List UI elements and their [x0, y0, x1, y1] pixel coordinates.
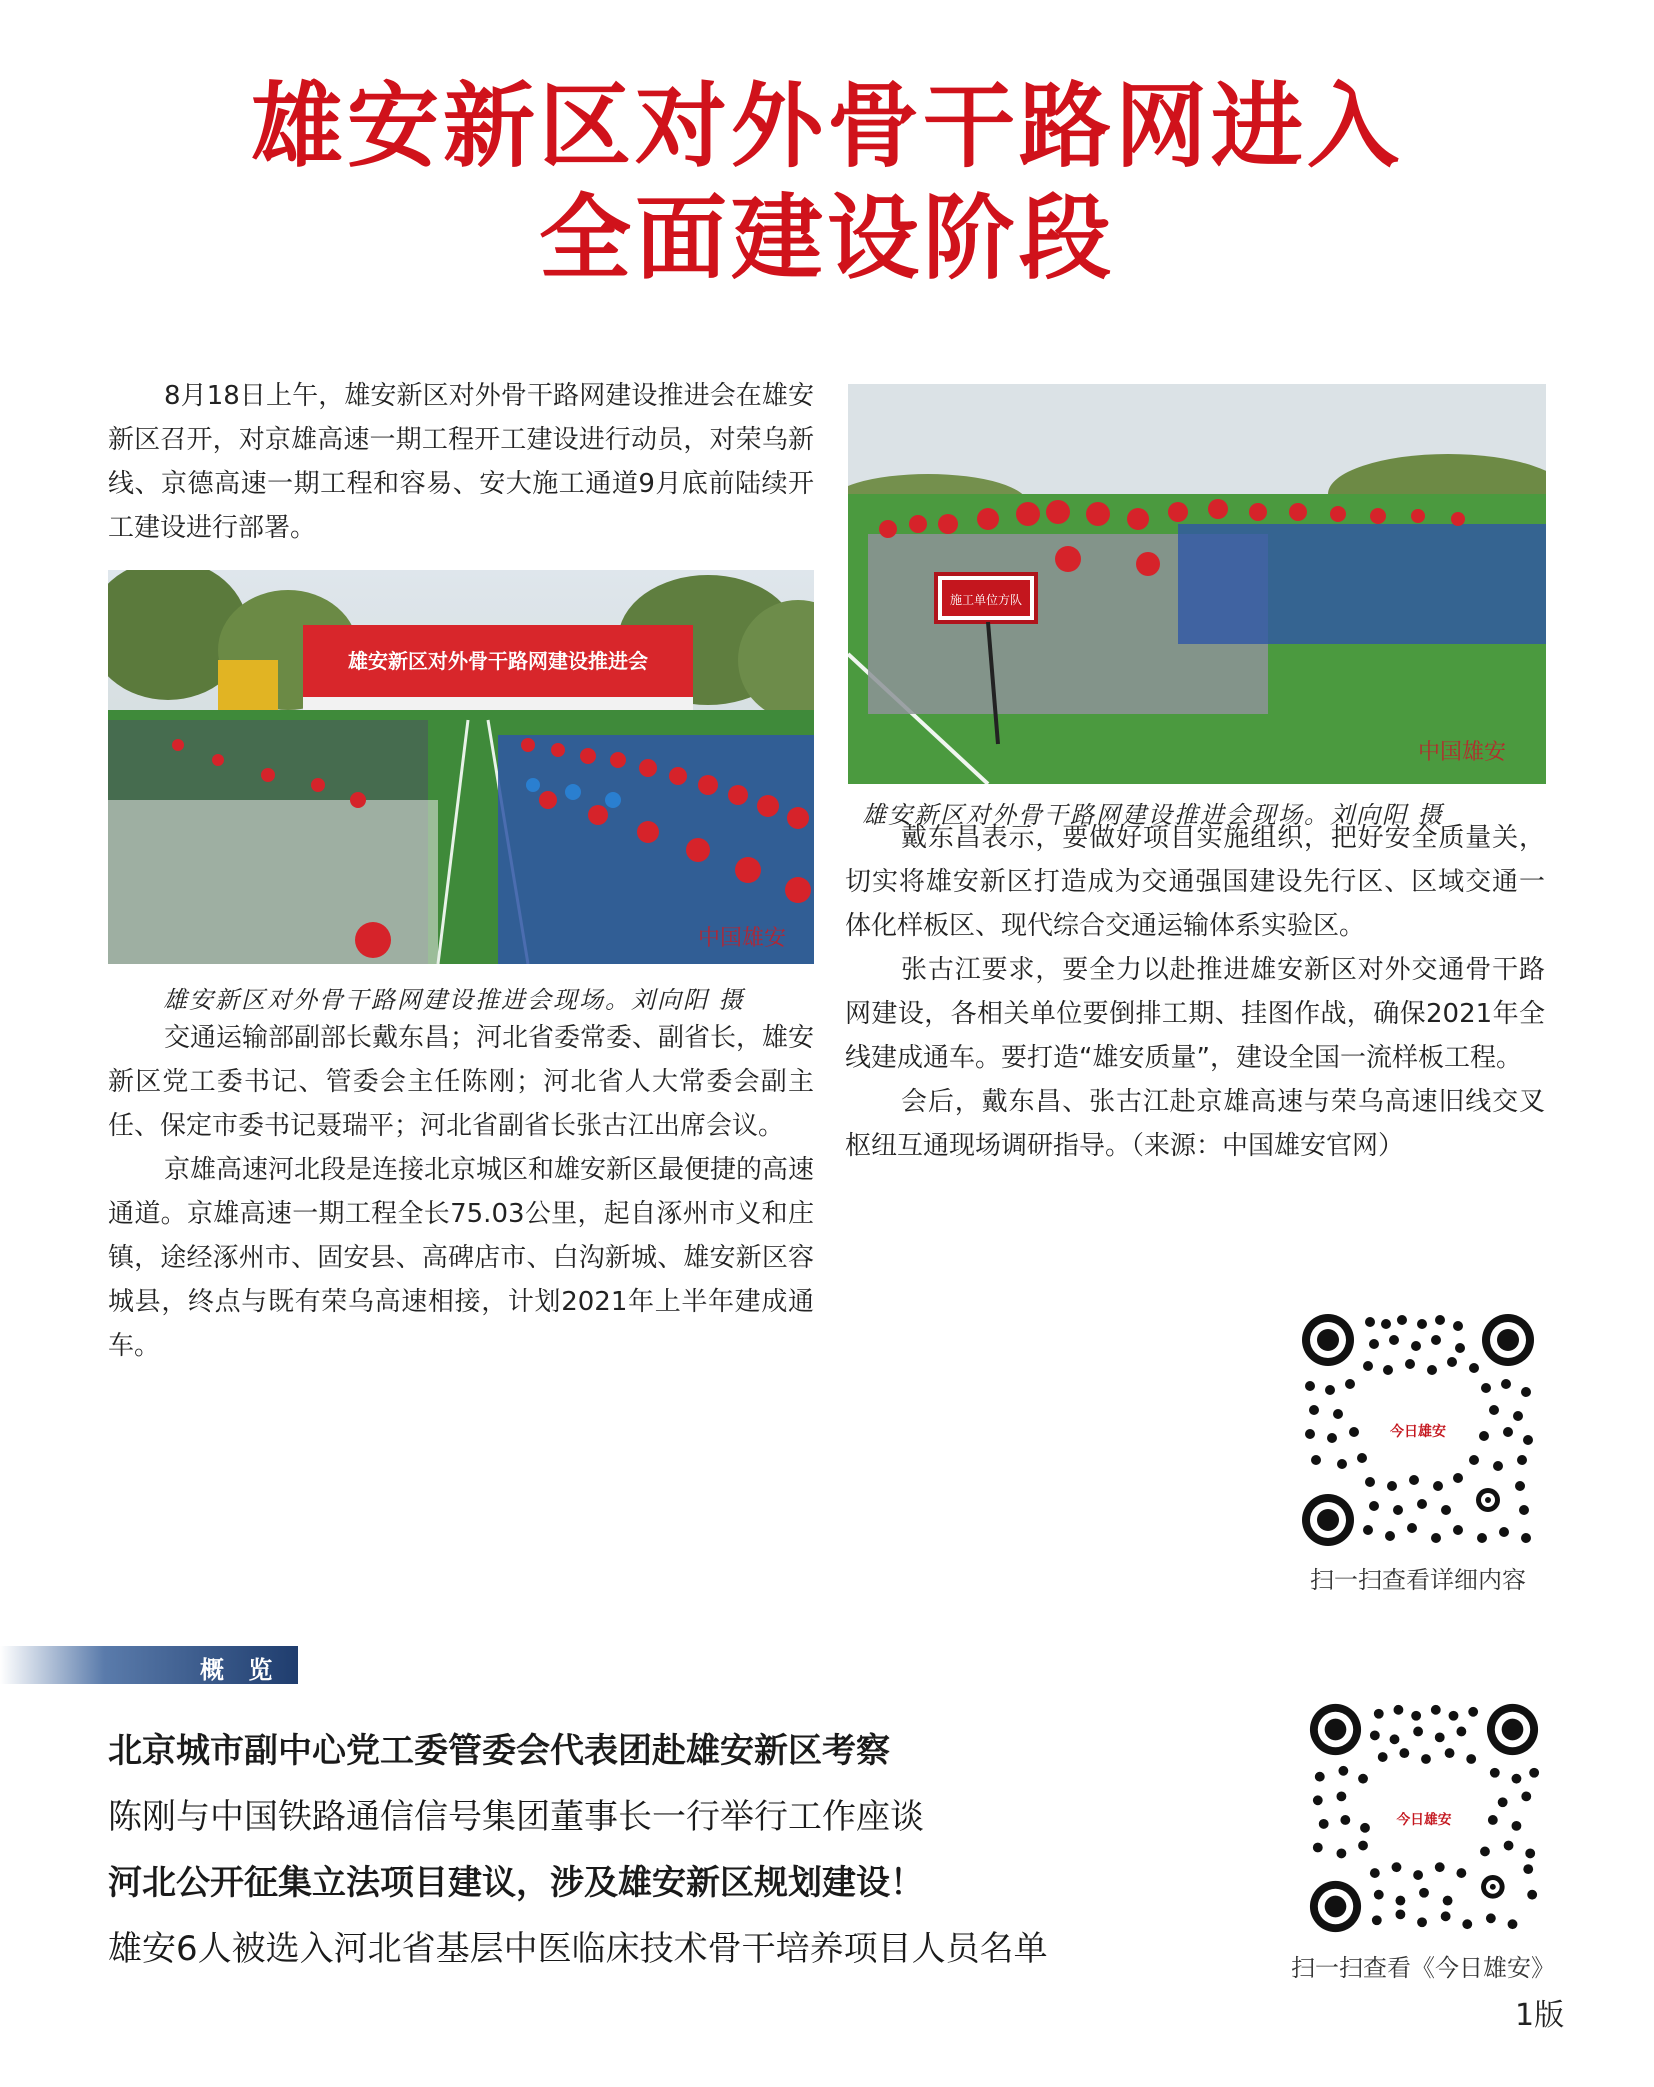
- photo-right-sign: 施工单位方队: [949, 593, 1023, 607]
- photo-left-caption: 雄安新区对外骨干路网建设推进会现场。刘向阳 摄: [163, 986, 745, 1014]
- qr-code-bottom[interactable]: [1306, 1700, 1542, 1940]
- headline: [0, 70, 1654, 294]
- overview-section-label: 概 览: [200, 1656, 281, 1684]
- photo-right: [848, 384, 1546, 784]
- article-paragraph: 京雄高速河北段是连接北京城区和雄安新区最便捷的高速通道。京雄高速一期工程全长75.03公里，起自涿州市义和庄镇，途经涿州市、固安县、高碑店市、白沟新城、雄安新区容城县，终点与既有荣乌高速相接，计划2021年上半年建成通车。: [108, 1155, 815, 1361]
- photo-left-watermark: 中国雄安: [698, 926, 787, 951]
- overview-section-bar: [0, 1646, 298, 1684]
- article-right-body: [845, 816, 1545, 1168]
- overview-item[interactable]: 雄安6人被选入河北省基层中医临床技术骨干培养项目人员名单: [108, 1929, 1048, 1969]
- article-paragraph: 张古江要求，要全力以赴推进雄安新区对外交通骨干路网建设，各相关单位要倒排工期、挂图作战，确保2021年全线建成通车。要打造“雄安质量”，建设全国一流样板工程。: [845, 955, 1545, 1073]
- article-paragraph: 会后，戴东昌、张古江赴京雄高速与荣乌高速旧线交叉枢纽互通现场调研指导。（来源：中国雄安官网）: [845, 1087, 1545, 1161]
- headline-line-2: 全面建设阶段: [538, 184, 1115, 292]
- qr-bottom-center-label: 今日雄安: [1396, 1811, 1452, 1828]
- headline-line-1: 雄安新区对外骨干路网进入: [250, 72, 1403, 180]
- overview-item[interactable]: 陈刚与中国铁路通信信号集团董事长一行举行工作座谈: [108, 1797, 924, 1837]
- article-paragraph: 8月18日上午，雄安新区对外骨干路网建设推进会在雄安新区召开，对京雄高速一期工程开工建设进行动员，对荣乌新线、京德高速一期工程和容易、安大施工通道9月底前陆续开工建设进行部署。: [108, 381, 814, 543]
- photo-left-banner: 雄安新区对外骨干路网建设推进会: [348, 649, 648, 673]
- article-left-intro: [108, 374, 814, 550]
- qr-bottom-caption: 扫一扫查看《今日雄安》: [1291, 1954, 1555, 1982]
- qr-top-center-label: 今日雄安: [1390, 1424, 1446, 1440]
- qr-top-caption: 扫一扫查看详细内容: [1310, 1566, 1526, 1594]
- photo-right-watermark: 中国雄安: [1418, 740, 1507, 765]
- overview-item[interactable]: 北京城市副中心党工委管委会代表团赴雄安新区考察: [108, 1731, 890, 1771]
- article-paragraph: 交通运输部副部长戴东昌；河北省委常委、副省长，雄安新区党工委书记、管委会主任陈刚；河北省人大常委会副主任、保定市委书记聂瑞平；河北省副省长张古江出席会议。: [108, 1023, 815, 1141]
- photo-right-caption: 雄安新区对外骨干路网建设推进会现场。刘向阳 摄: [862, 801, 1444, 829]
- qr-code-top[interactable]: [1298, 1310, 1538, 1554]
- article-paragraph: 戴东昌表示，要做好项目实施组织，把好安全质量关，切实将雄安新区打造成为交通强国建设先行区、区域交通一体化样板区、现代综合交通运输体系实验区。: [845, 823, 1545, 941]
- article-left-body: [108, 1016, 814, 1368]
- photo-left: [108, 570, 814, 964]
- page-number: 1版: [1515, 1998, 1565, 2033]
- overview-item[interactable]: 河北公开征集立法项目建议，涉及雄安新区规划建设！: [108, 1863, 924, 1903]
- overview-list: [108, 1718, 1248, 1982]
